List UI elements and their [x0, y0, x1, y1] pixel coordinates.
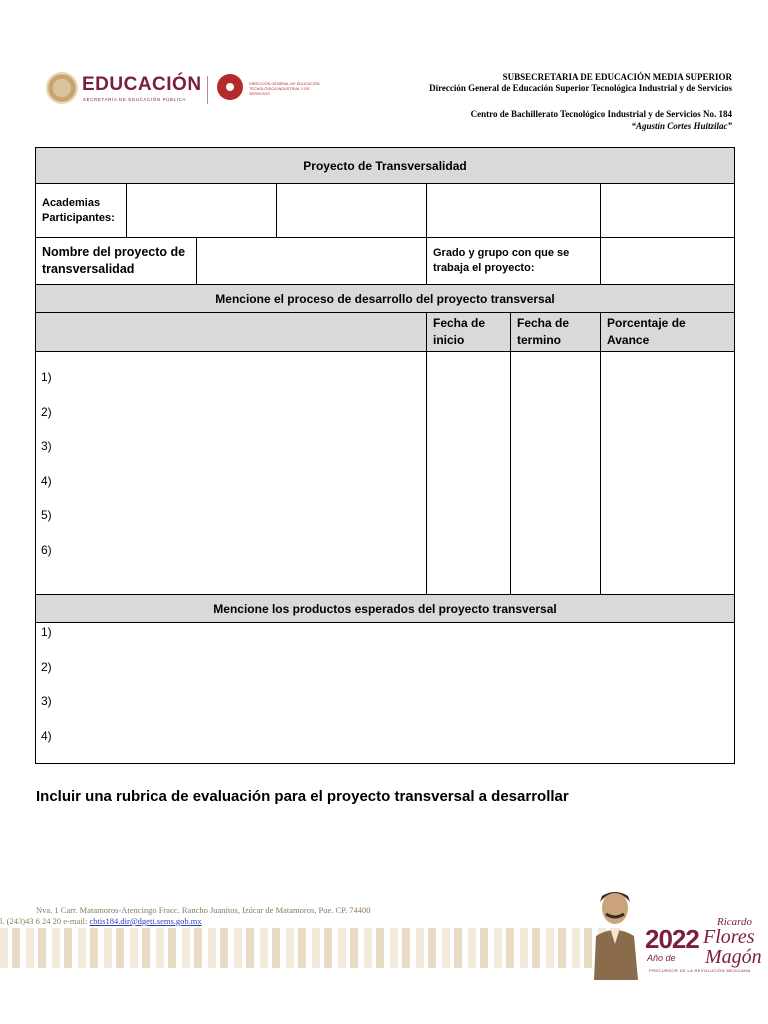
productos-title: Mencione los productos esperados del proyecto transversal [36, 595, 735, 623]
name-ricardo: Ricardo [717, 916, 753, 928]
productos-list[interactable] [36, 623, 735, 764]
list-item: 2) [41, 404, 52, 419]
header-line-4: “Agustín Cortes Huitzilac” [631, 121, 732, 131]
gear-icon [217, 74, 243, 100]
footer-address: Nva. 1 Carr. Matamoros-Atencingo Fracc. Rancho Juanitos, Izúcar de Matamoros, Pue. CP. 74400 [36, 905, 371, 915]
list-item: 2) [41, 659, 52, 674]
logo-divider [207, 76, 208, 104]
anio-text: Año de [647, 953, 676, 963]
list-item: 4) [41, 473, 52, 488]
decorative-band [0, 928, 610, 968]
list-item: 6) [41, 542, 52, 557]
header-line-2: Dirección General de Educación Superior Tecnológica Industrial y de Servicios [429, 83, 732, 93]
academias-field-1[interactable] [127, 184, 277, 238]
footer-email-link[interactable]: cbtis184.dir@dgeti.sems.gob.mx [89, 916, 202, 926]
grado-grupo-field[interactable] [601, 238, 735, 285]
name-magon: Magón [705, 946, 762, 968]
list-item: 5) [41, 508, 52, 523]
tagline: PRECURSOR DE LA REVOLUCIÓN MEXICANA [649, 968, 751, 973]
col-fecha-termino: Fecha de termino [511, 313, 601, 352]
project-form-table [35, 147, 735, 764]
year-2022-logo [645, 916, 762, 976]
year-text: 2022 [645, 924, 699, 954]
list-item: 3) [41, 439, 52, 454]
dgeti-logo [217, 74, 327, 108]
proceso-list[interactable] [36, 352, 427, 595]
list-item: 1) [41, 370, 52, 384]
header-institution [429, 72, 732, 94]
logo-subtitle: SECRETARÍA DE EDUCACIÓN PÚBLICA [83, 97, 187, 102]
footer-phone: l. (243)43 6 24 20 e-mail: [0, 916, 88, 926]
proceso-title: Mencione el proceso de desarrollo del proyecto transversal [36, 285, 735, 313]
porcentaje-avance-field[interactable] [601, 352, 735, 595]
nombre-proyecto-label: Nombre del proyecto de transversalidad [36, 238, 197, 285]
header-school [471, 108, 732, 132]
rubrica-note: Incluir una rubrica de evaluación para el proyecto transversal a desarrollar [36, 788, 569, 805]
list-item: 1) [41, 625, 52, 639]
fecha-inicio-field[interactable] [427, 352, 511, 595]
academias-field-2[interactable] [277, 184, 427, 238]
proceso-header-blank [36, 313, 427, 352]
portrait-illustration [588, 884, 642, 980]
list-item: 4) [41, 728, 52, 743]
header-line-1: SUBSECRETARIA DE EDUCACIÓN MEDIA SUPERIOR [502, 72, 732, 82]
academias-field-3[interactable] [427, 184, 601, 238]
fecha-termino-field[interactable] [511, 352, 601, 595]
header-line-3: Centro de Bachillerato Tecnológico Industrial y de Servicios No. 184 [470, 109, 732, 119]
name-flores: Flores [703, 926, 755, 948]
academias-label: Academias Participantes: [36, 184, 127, 238]
academias-field-4[interactable] [601, 184, 735, 238]
educacion-logo [46, 72, 206, 108]
logo-word: EDUCACIÓN [82, 74, 202, 95]
national-seal-icon [46, 72, 78, 104]
grado-grupo-label: Grado y grupo con que se trabaja el proyecto: [427, 238, 601, 285]
nombre-proyecto-field[interactable] [197, 238, 427, 285]
col-porcentaje-avance: Porcentaje de Avance [601, 313, 735, 352]
list-item: 3) [41, 694, 52, 708]
dgeti-text: DIRECCIÓN GENERAL DE EDUCACIÓN TECNOLÓGICA INDUSTRIAL Y DE SERVICIOS [249, 82, 320, 96]
form-title: Proyecto de Transversalidad [36, 148, 735, 184]
footer-contact [0, 916, 202, 926]
col-fecha-inicio: Fecha de inicio [427, 313, 511, 352]
